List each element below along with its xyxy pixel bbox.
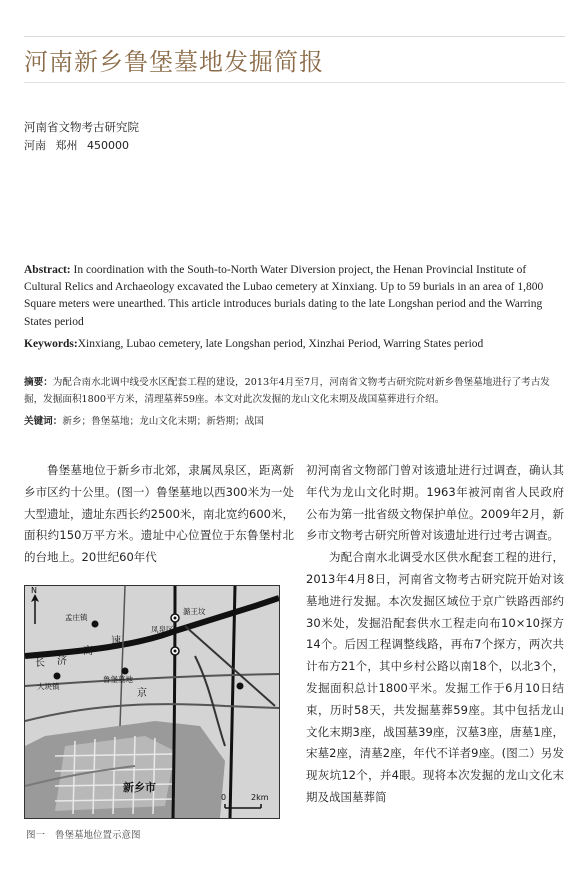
title-rule: [24, 82, 565, 83]
label-ji: 济: [57, 656, 67, 667]
label-jing: 京: [137, 688, 147, 699]
top-rule: [24, 36, 565, 37]
label-su: 速: [111, 636, 121, 647]
label-chang: 长: [35, 658, 45, 669]
label-site: 鲁堡墓地: [103, 675, 133, 684]
keywords-cn: 关键词：新乡；鲁堡墓地；龙山文化末期；新砦期；战国: [24, 416, 264, 427]
label-lubao: 潞王坟: [183, 607, 206, 616]
keywords-cn-text: 新乡；鲁堡墓地；龙山文化末期；新砦期；战国: [62, 416, 264, 427]
label-fengquan: 凤泉区: [151, 625, 174, 634]
abstract-en-text: In coordination with the South-to-North Water Diversion project, the Henan Provincial Institute of Cultural Relics and Archaeology excavated the Lubao cemetery at Xinxiang. Up to 59 burials in an area of 1,800 Square meters were unearthed. This article introduces burials dating to the late Longshan period and the Warring States period: [24, 264, 544, 328]
article-title: 河南新乡鲁堡墓地发掘简报: [24, 48, 324, 76]
keywords-en: Keywords:Xinxiang, Lubao cemetery, late Longshan period, Xinzhai Period, Warring States period: [24, 338, 484, 350]
scale-end: 2km: [251, 793, 269, 802]
abstract-en-label: Abstract: [24, 264, 67, 276]
body-right-paragraph-2: 为配合南水北调受水区供水配套工程的进行，2013年4月8日，河南省文物考古研究院开始对该墓地进行发掘。本次发掘区域位于京广铁路西部约30米处，发掘沿配套供水工程走向布10×10探方14个。后因工程调整线路，再布7个探方，两次共计布方21个，其中乡村公路以南18个，以北3个，发掘面积总计1800平米。发掘工作于6月10日结束，历时58天，共发掘墓葬59座。其中包括龙山文化末期3座，战国墓39座，汉墓3座，唐墓1座，宋墓2座，清墓2座，年代不详者9座。(图二）另发现灰坑12个，并4眼。现将本次发掘的龙山文化末期及战国墓葬简: [306, 550, 564, 804]
body-right-column: [306, 460, 564, 809]
body-left-paragraph: 鲁堡墓地位于新乡市北郊，隶属凤泉区，距离新乡市区约十公里。(图一）鲁堡墓地以西300米为一处大型遗址，遗址东西长约2500米，南北宽约600米，面积约150万平方米。遗址中心位置位于东鲁堡村北的台地上。20世纪60年代: [24, 463, 294, 565]
abstract-cn-text: 为配合南水北调中线受水区配套工程的建设，2013年4月至7月，河南省文物考古研究院对新乡鲁堡墓地进行了考古发掘，发掘面积1800平方米，清理墓葬59座。本文对此次发掘的龙山文化末期及战国墓葬进行介绍。: [24, 377, 550, 405]
label-xinxiang: 新乡市: [123, 781, 156, 794]
figure-caption: [26, 827, 151, 841]
label-gao: 高: [83, 646, 93, 657]
abstract-cn: 摘要：为配合南水北调中线受水区配套工程的建设，2013年4月至7月，河南省文物考古研究院对新乡鲁堡墓地进行了考古发掘，发掘面积1800平方米，清理墓葬59座。本文对此次发掘的龙山文化末期及战国墓葬进行介绍。: [24, 377, 550, 405]
scale-zero: 0: [221, 793, 227, 802]
keywords-cn-label: 关键词: [24, 416, 53, 427]
author-address: 河南 郑州 450000: [24, 139, 129, 152]
keywords-en-label: Keywords: [24, 338, 74, 350]
author-institution: 河南省文物考古研究院: [24, 120, 139, 134]
abstract-en: Abstract: In coordination with the South-to-North Water Diversion project, the Henan Provincial Institute of Cultural Relics and Archaeology excavated the Lubao cemetery at Xinxiang. Up to 59 burials in an area of 1,800 Square meters were unearthed. This article introduces burials dating to the late Longshan period and the Warring States period: [24, 264, 544, 328]
north-label: N: [31, 586, 37, 595]
label-mengzhuang: 孟庄镇: [65, 613, 88, 622]
figure-caption-text: 鲁堡墓地位置示意图: [55, 830, 141, 841]
label-dakuaizhen: 大块镇: [37, 682, 60, 691]
abstract-cn-label: 摘要: [24, 377, 44, 388]
keywords-en-text: Xinxiang, Lubao cemetery, late Longshan period, Xinzhai Period, Warring States period: [77, 338, 484, 350]
location-map: [24, 585, 280, 819]
figure-caption-number: 图一: [26, 830, 46, 841]
location-map-svg: [25, 586, 279, 818]
body-right-paragraph-1: 初河南省文物部门曾对该遗址进行过调查，确认其年代为龙山文化时期。1963年被河南省人民政府公布为第一批省级文物保护单位。2009年2月，新乡市文物考古研究所曾对该遗址进行过考古调查。: [306, 463, 564, 543]
